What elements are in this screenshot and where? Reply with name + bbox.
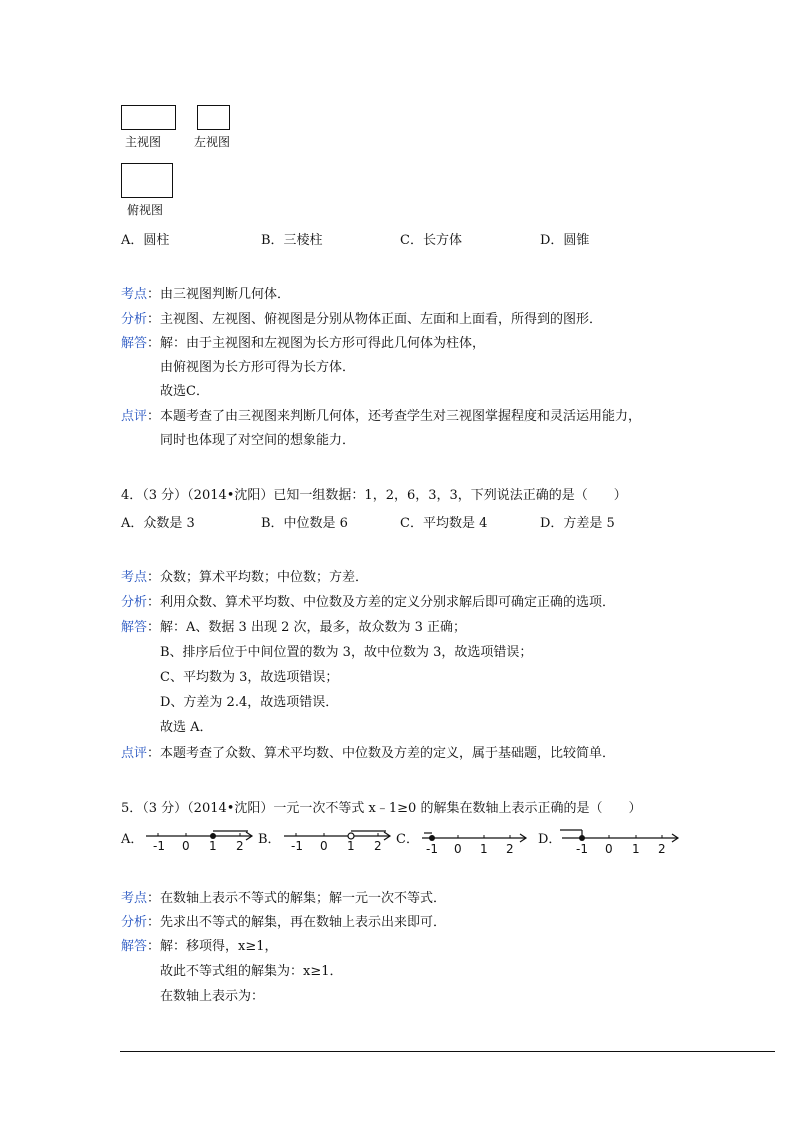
tick-label: 1 <box>209 839 217 853</box>
q5-option-c-number-line <box>416 825 534 857</box>
q5-option-a-number-line <box>140 825 260 855</box>
dianping-label: 点评 <box>121 746 148 761</box>
tick-label: 0 <box>182 839 190 853</box>
front-view-box <box>121 105 176 130</box>
q4-stem: 4．（3 分）（2014•沈阳）已知一组数据：1，2，6，3，3，下列说法正确的是（ ） <box>121 488 627 503</box>
tick-label: 2 <box>658 842 666 856</box>
tick-label: 2 <box>236 839 244 853</box>
tick-label: 1 <box>632 842 640 856</box>
q3-kaodian: 考点：由三视图判断几何体． <box>121 287 291 302</box>
tick-label: -1 <box>426 842 438 856</box>
jieda-label: 解答 <box>121 336 148 351</box>
q3-dianping-line-1: 点评：本题考查了由三视图来判断几何体，还考查学生对三视图掌握程度和灵活运用能力， <box>121 409 642 424</box>
q3-jieda-line-1: 解答：解：由于主视图和左视图为长方形可得此几何体为柱体， <box>121 336 486 351</box>
q5-option-b-number-line <box>278 825 398 855</box>
left-view-box <box>197 105 230 130</box>
tick-label: -1 <box>576 842 588 856</box>
q3-dianping-line-2: 同时也体现了对空间的想象能力． <box>160 433 356 448</box>
kaodian-label: 考点 <box>121 570 148 585</box>
q4-option-c: C．平均数是 4 <box>400 516 488 531</box>
q5-option-a-letter: A． <box>121 832 144 847</box>
top-view-caption: 俯视图 <box>127 203 164 217</box>
front-view-caption: 主视图 <box>125 135 162 149</box>
q3-option-b: B．三棱柱 <box>261 233 323 248</box>
footer-rule <box>120 1051 775 1052</box>
q4-kaodian: 考点：众数；算术平均数；中位数；方差． <box>121 570 369 585</box>
q4-jieda-line-1: 解答：解：A、数据 3 出现 2 次，最多，故众数为 3 正确； <box>121 620 467 635</box>
jieda-label: 解答 <box>121 620 148 635</box>
q5-jieda-line-3: 在数轴上表示为： <box>160 989 265 1004</box>
tick-label: -1 <box>153 839 165 853</box>
tick-label: 2 <box>374 839 382 853</box>
tick-label: 0 <box>320 839 328 853</box>
q3-option-d: D．圆锥 <box>540 233 590 248</box>
tick-label: -1 <box>291 839 303 853</box>
q4-jieda-line-5: 故选 A． <box>160 720 213 735</box>
fenxi-label: 分析 <box>121 312 148 327</box>
q4-option-b: B．中位数是 6 <box>261 516 348 531</box>
q5-option-d-letter: D． <box>538 832 562 847</box>
kaodian-label: 考点 <box>121 891 148 906</box>
q4-jieda-line-2: B、排序后位于中间位置的数为 3，故中位数为 3，故选项错误； <box>160 645 533 660</box>
jieda-label: 解答 <box>121 939 148 954</box>
q5-option-c-letter: C． <box>396 832 419 847</box>
q4-option-a: A．众数是 3 <box>121 516 195 531</box>
q3-option-c: C．长方体 <box>400 233 462 248</box>
q3-jieda-line-3: 故选C． <box>160 384 209 399</box>
q5-option-b-letter: B． <box>258 832 281 847</box>
left-view-caption: 左视图 <box>194 135 231 149</box>
q5-kaodian: 考点：在数轴上表示不等式的解集；解一元一次不等式． <box>121 891 447 906</box>
q4-option-d: D．方差是 5 <box>540 516 615 531</box>
kaodian-label: 考点 <box>121 287 148 302</box>
tick-label: 0 <box>605 842 613 856</box>
q5-jieda-line-2: 故此不等式组的解集为：x≥1． <box>160 964 343 979</box>
q5-option-d-number-line <box>556 825 686 857</box>
tick-label: 1 <box>347 839 355 853</box>
top-view-box <box>121 163 173 198</box>
q5-stem: 5．（3 分）（2014•沈阳）一元一次不等式 x﹣1≥0 的解集在数轴上表示正确的是（ ） <box>121 801 642 816</box>
q5-fenxi: 分析：先求出不等式的解集，再在数轴上表示出来即可． <box>121 915 447 930</box>
q3-jieda-line-2: 由俯视图为长方形可得为长方体． <box>160 360 356 375</box>
q4-dianping: 点评：本题考查了众数、算术平均数、中位数及方差的定义，属于基础题，比较简单． <box>121 746 616 761</box>
fenxi-label: 分析 <box>121 595 148 610</box>
q3-option-a: A．圆柱 <box>121 233 170 248</box>
tick-label: 1 <box>480 842 488 856</box>
q4-jieda-line-4: D、方差为 2.4，故选项错误． <box>160 695 339 710</box>
q4-fenxi: 分析：利用众数、算术平均数、中位数及方差的定义分别求解后即可确定正确的选项． <box>121 595 616 610</box>
tick-label: 2 <box>506 842 514 856</box>
q5-jieda-line-1: 解答：解：移项得，x≥1， <box>121 939 278 954</box>
dianping-label: 点评 <box>121 409 148 424</box>
fenxi-label: 分析 <box>121 915 148 930</box>
tick-label: 0 <box>454 842 462 856</box>
q4-jieda-line-3: C、平均数为 3，故选项错误； <box>160 670 339 685</box>
q3-fenxi: 分析：主视图、左视图、俯视图是分别从物体正面、左面和上面看，所得到的图形． <box>121 312 603 327</box>
